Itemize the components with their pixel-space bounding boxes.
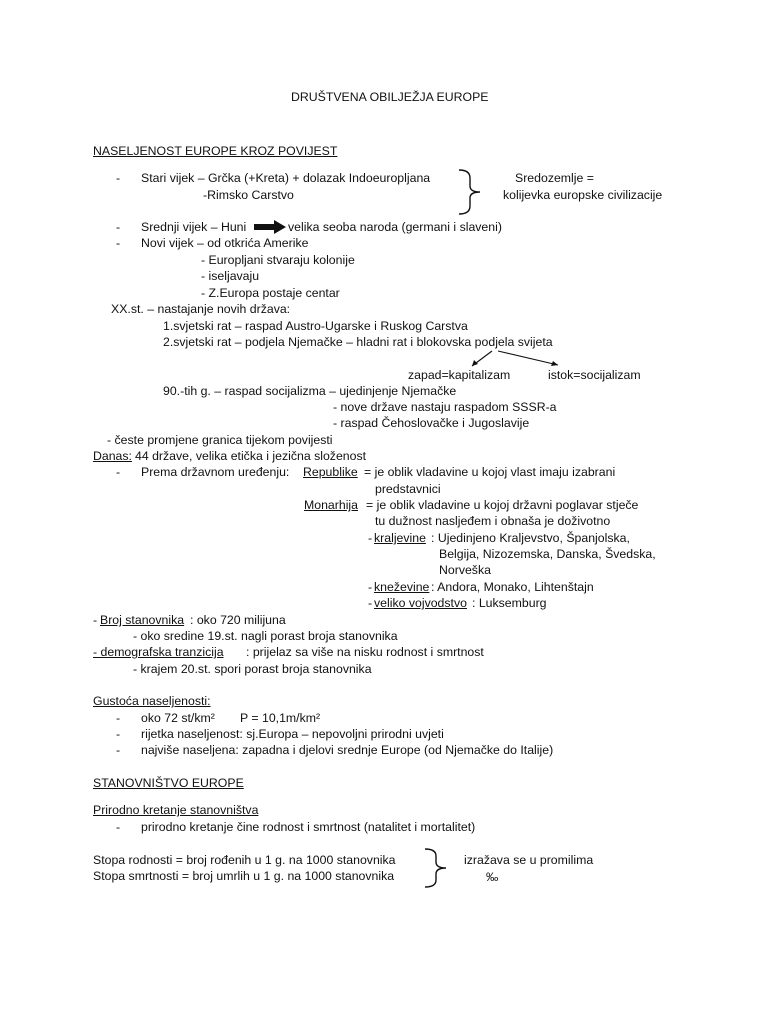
list-item-rijetka: rijetka naseljenost: sj.Europa – nepovoljni prirodni uvjeti [141, 727, 444, 741]
term-republike: Republike [303, 465, 358, 479]
def-stopa-rodnosti: Stopa rodnosti = broj rođenih u 1 g. na 1000 stanovnika [93, 853, 396, 867]
page-title: DRUŠTVENA OBILJEŽJA EUROPE [291, 90, 489, 104]
list-item-xx-stoljece: XX.st. – nastajanje novih država: [111, 302, 291, 316]
list-kraljevine-3: Norveška [439, 563, 491, 577]
list-kraljevine-2: Belgija, Nizozemska, Danska, Švedska, [439, 547, 656, 561]
def-demografska-tranzicija: : prijelaz sa više na nisku rodnost i smrtnost [246, 645, 484, 659]
term-demografska-tranzicija: - demografska tranzicija [93, 645, 224, 659]
list-bullet: - [116, 236, 121, 250]
def-stopa-smrtnosti: Stopa smrtnosti = broj umrlih u 1 g. na 1000 stanovnika [93, 869, 395, 883]
list-bullet: - [93, 613, 98, 627]
section-heading-stanovnistvo: STANOVNIŠTVO EUROPE [93, 776, 244, 790]
note-kolijevka: kolijevka europske civilizacije [503, 188, 663, 202]
def-republike-2: predstavnici [375, 482, 441, 496]
label-istok: istok=socijalizam [548, 368, 641, 382]
list-bullet: - [368, 596, 373, 610]
sub-item-90-tih: 90.-tih g. – raspad socijalizma – ujedinjenje Njemačke [163, 384, 457, 398]
sub-item-drugi-svjetski-rat: 2.svjetski rat – podjela Njemačke – hladni rat i blokovska podjela svijeta [163, 335, 553, 349]
list-bullet: - [116, 171, 121, 185]
sub-item-cehoslovacka: - raspad Čehoslovačke i Jugoslavije [333, 416, 530, 430]
curly-brace-icon [422, 847, 452, 889]
list-bullet: - [116, 220, 121, 234]
list-item-rimsko-carstvo: -Rimsko Carstvo [203, 188, 294, 202]
section-heading-gustoca: Gustoća naseljenosti: [93, 694, 211, 708]
list-bullet: - [368, 531, 373, 545]
list-item-novi-vijek: Novi vijek – od otkrića Amerike [141, 236, 309, 250]
sub-item-zeuropa: - Z.Europa postaje centar [201, 286, 340, 300]
list-item-gustoca-a: oko 72 st/km² [141, 711, 215, 725]
sub-item-kolonije: - Europljani stvaraju kolonije [201, 253, 355, 267]
list-bullet: - [368, 580, 373, 594]
note-sredozemlje: Sredozemlje = [515, 171, 594, 185]
term-broj-stanovnika: Broj stanovnika [100, 613, 185, 627]
value-broj-stanovnika: : oko 720 milijuna [190, 613, 286, 627]
def-monarhija-2: tu dužnost nasljeđem i obnaša je doživotno [375, 514, 611, 528]
list-bullet: - [116, 743, 121, 757]
sub-item-20-st: - krajem 20.st. spori porast broja stanovnika [133, 662, 372, 676]
label-prema-uredenju: Prema državnom uređenju: [141, 465, 290, 479]
term-monarhija: Monarhija [304, 498, 358, 512]
section-heading-naseljenost: NASELJENOST EUROPE KROZ POVIJEST [93, 144, 338, 158]
text-danas: 44 države, velika etička i jezična složenost [135, 449, 367, 463]
term-vojvodstvo: veliko vojvodstvo [374, 596, 467, 610]
list-bullet: - [116, 711, 121, 725]
list-item-prirodno-kretanje: prirodno kretanje čine rodnost i smrtnost (natalitet i mortalitet) [141, 820, 476, 834]
promil-symbol: ‰ [486, 870, 499, 884]
term-kraljevine: kraljevine [374, 531, 426, 545]
label-zapad: zapad=kapitalizam [408, 368, 511, 382]
list-item-najvise: najviše naseljena: zapadna i djelovi srednje Europe (od Njemačke do Italije) [141, 743, 554, 757]
list-item-seoba-naroda: velika seoba naroda (germani i slaveni) [288, 220, 502, 234]
arrow-right-icon [254, 220, 286, 234]
list-bullet: - [116, 727, 121, 741]
subheading-prirodno-kretanje: Prirodno kretanje stanovništva [93, 803, 259, 817]
label-danas: Danas: [93, 449, 132, 463]
def-republike-1: = je oblik vladavine u kojoj vlast imaju izabrani [364, 465, 616, 479]
list-bullet: - [116, 465, 121, 479]
list-item-stari-vijek: Stari vijek – Grčka (+Kreta) + dolazak Indoeuropljana [141, 171, 431, 185]
list-item-granice: - česte promjene granica tijekom povijesti [107, 433, 333, 447]
def-monarhija-1: = je oblik vladavine u kojoj državni poglavar stječe [366, 498, 639, 512]
sub-item-19-st: - oko sredine 19.st. nagli porast broja stanovnika [133, 629, 398, 643]
list-knezevine: : Andora, Monako, Lihtenštajn [431, 580, 594, 594]
list-item-gustoca-b: P = 10,1m/km² [240, 711, 321, 725]
list-vojvodstvo: : Luksemburg [472, 596, 547, 610]
list-bullet: - [116, 820, 121, 834]
sub-item-sssr: - nove države nastaju raspadom SSSR-a [333, 400, 557, 414]
sub-item-prvi-svjetski-rat: 1.svjetski rat – raspad Austro-Ugarske i Ruskog Carstva [163, 319, 468, 333]
list-item-srednji-vijek: Srednji vijek – Huni [141, 220, 247, 234]
term-knezevine: kneževine [374, 580, 430, 594]
sub-item-iseljavaju: - iseljavaju [201, 269, 260, 283]
note-izrazava: izražava se u promilima [464, 853, 594, 867]
curly-brace-icon [456, 168, 486, 216]
list-kraljevine-1: : Ujedinjeno Kraljevstvo, Španjolska, [431, 531, 630, 545]
